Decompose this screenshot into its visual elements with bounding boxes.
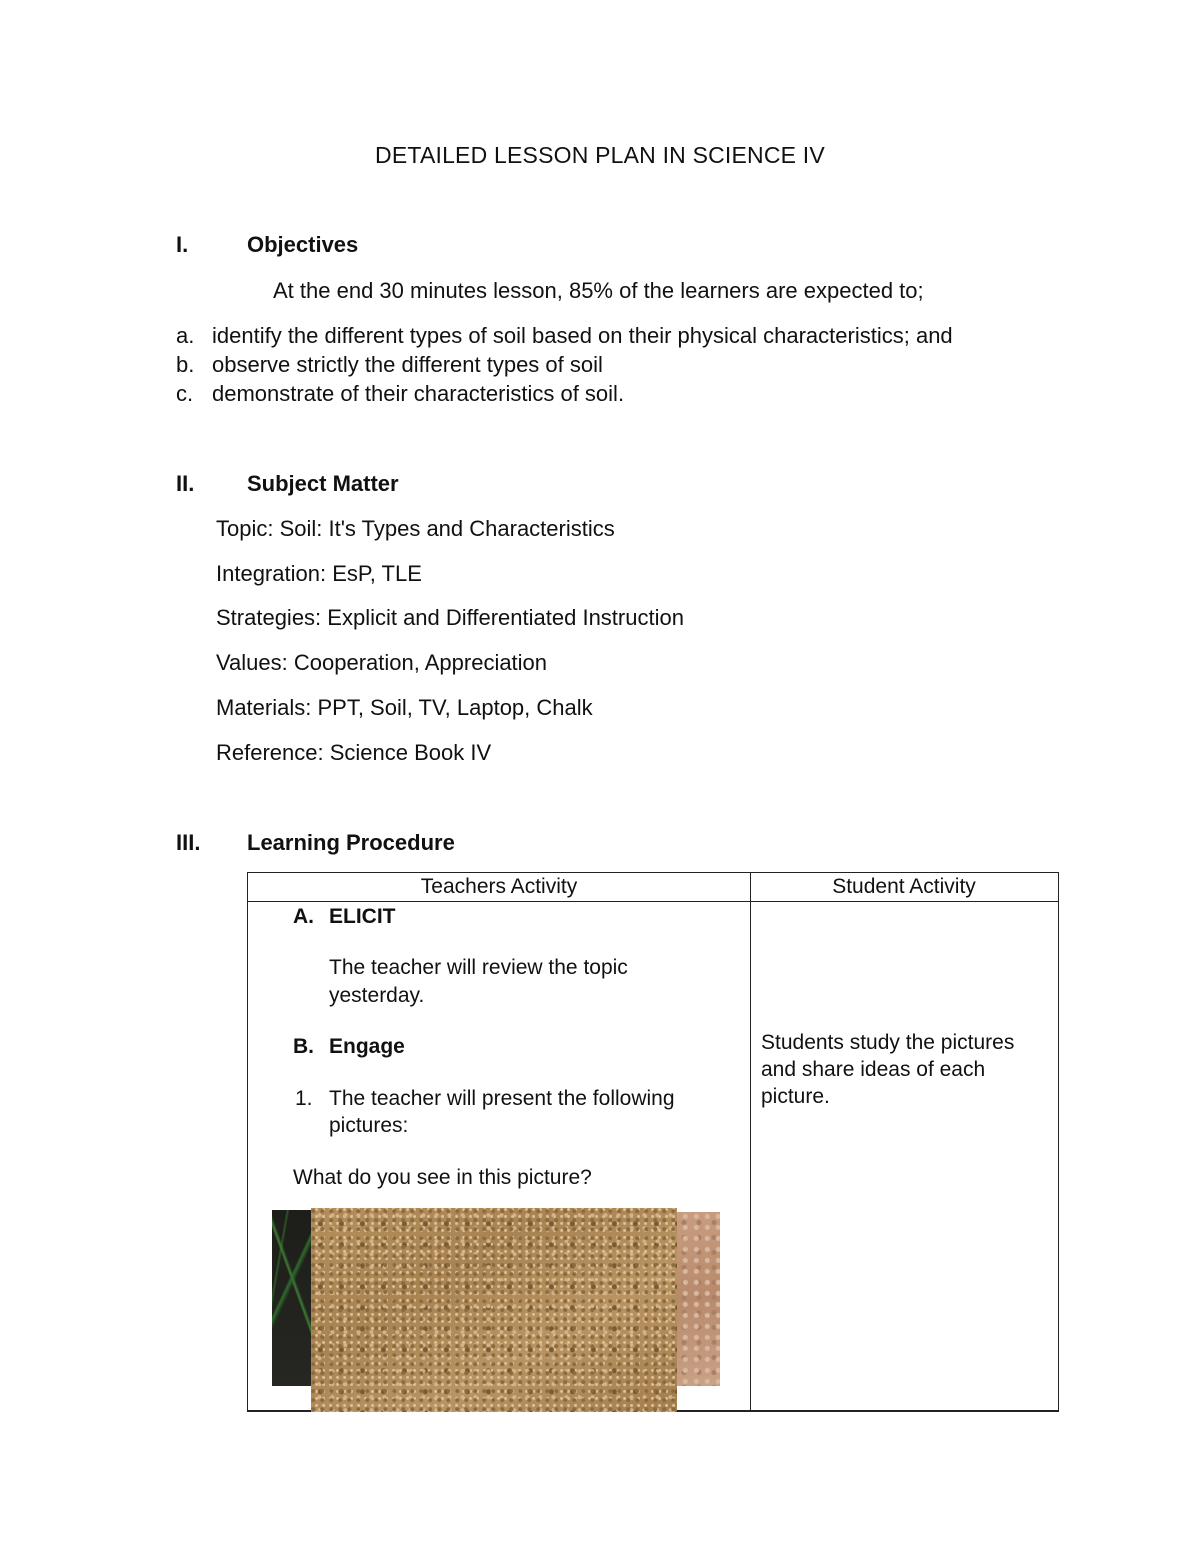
student-activity-line-1: Students study the pictures	[761, 1031, 1015, 1054]
objective-item-c: demonstrate of their characteristics of soil.	[212, 381, 625, 406]
engage-step-number: 1.	[295, 1087, 313, 1110]
section-number-learning-procedure: III.	[176, 830, 201, 855]
engage-question: What do you see in this picture?	[293, 1166, 592, 1189]
elicit-text-line-1: The teacher will review the topic	[329, 956, 628, 979]
table-header-student-activity: Student Activity	[832, 875, 976, 898]
table-header-divider	[248, 901, 1058, 902]
section-heading-learning-procedure: Learning Procedure	[247, 830, 455, 855]
sandy-soil-image	[311, 1208, 677, 1412]
subject-reference: Reference: Science Book IV	[216, 740, 492, 765]
objective-letter-b: b.	[176, 352, 195, 377]
section-heading-objectives: Objectives	[247, 232, 359, 257]
subject-values: Values: Cooperation, Appreciation	[216, 650, 548, 675]
objective-letter-c: c.	[176, 381, 194, 406]
subject-integration: Integration: EsP, TLE	[216, 561, 422, 586]
subject-topic: Topic: Soil: It's Types and Characteristics	[216, 516, 615, 541]
objective-item-b: observe strictly the different types of soil	[212, 352, 603, 377]
section-number-objectives: I.	[176, 232, 189, 257]
table-column-divider	[750, 873, 751, 1410]
objective-letter-a: a.	[176, 323, 195, 348]
elicit-text-line-2: yesterday.	[329, 984, 425, 1007]
table-header-teachers-activity: Teachers Activity	[420, 875, 578, 898]
engage-step-text-line-2: pictures:	[329, 1114, 409, 1137]
objective-item-a: identify the different types of soil based on their physical characteristics; and	[212, 323, 953, 348]
objectives-intro: At the end 30 minutes lesson, 85% of the learners are expected to;	[273, 278, 924, 303]
elicit-label: A.	[293, 905, 314, 928]
elicit-title: ELICIT	[329, 905, 396, 928]
engage-label: B.	[293, 1035, 314, 1058]
student-activity-line-3: picture.	[761, 1085, 830, 1108]
subject-strategies: Strategies: Explicit and Differentiated Instruction	[216, 605, 684, 630]
section-number-subject-matter: II.	[176, 471, 195, 496]
engage-step-text-line-1: The teacher will present the following	[329, 1087, 675, 1110]
page-title: DETAILED LESSON PLAN IN SCIENCE IV	[375, 142, 825, 168]
grass-on-soil-image	[272, 1210, 312, 1386]
section-heading-subject-matter: Subject Matter	[247, 471, 399, 496]
engage-title: Engage	[329, 1035, 405, 1058]
subject-materials: Materials: PPT, Soil, TV, Laptop, Chalk	[216, 695, 593, 720]
student-activity-line-2: and share ideas of each	[761, 1058, 986, 1081]
